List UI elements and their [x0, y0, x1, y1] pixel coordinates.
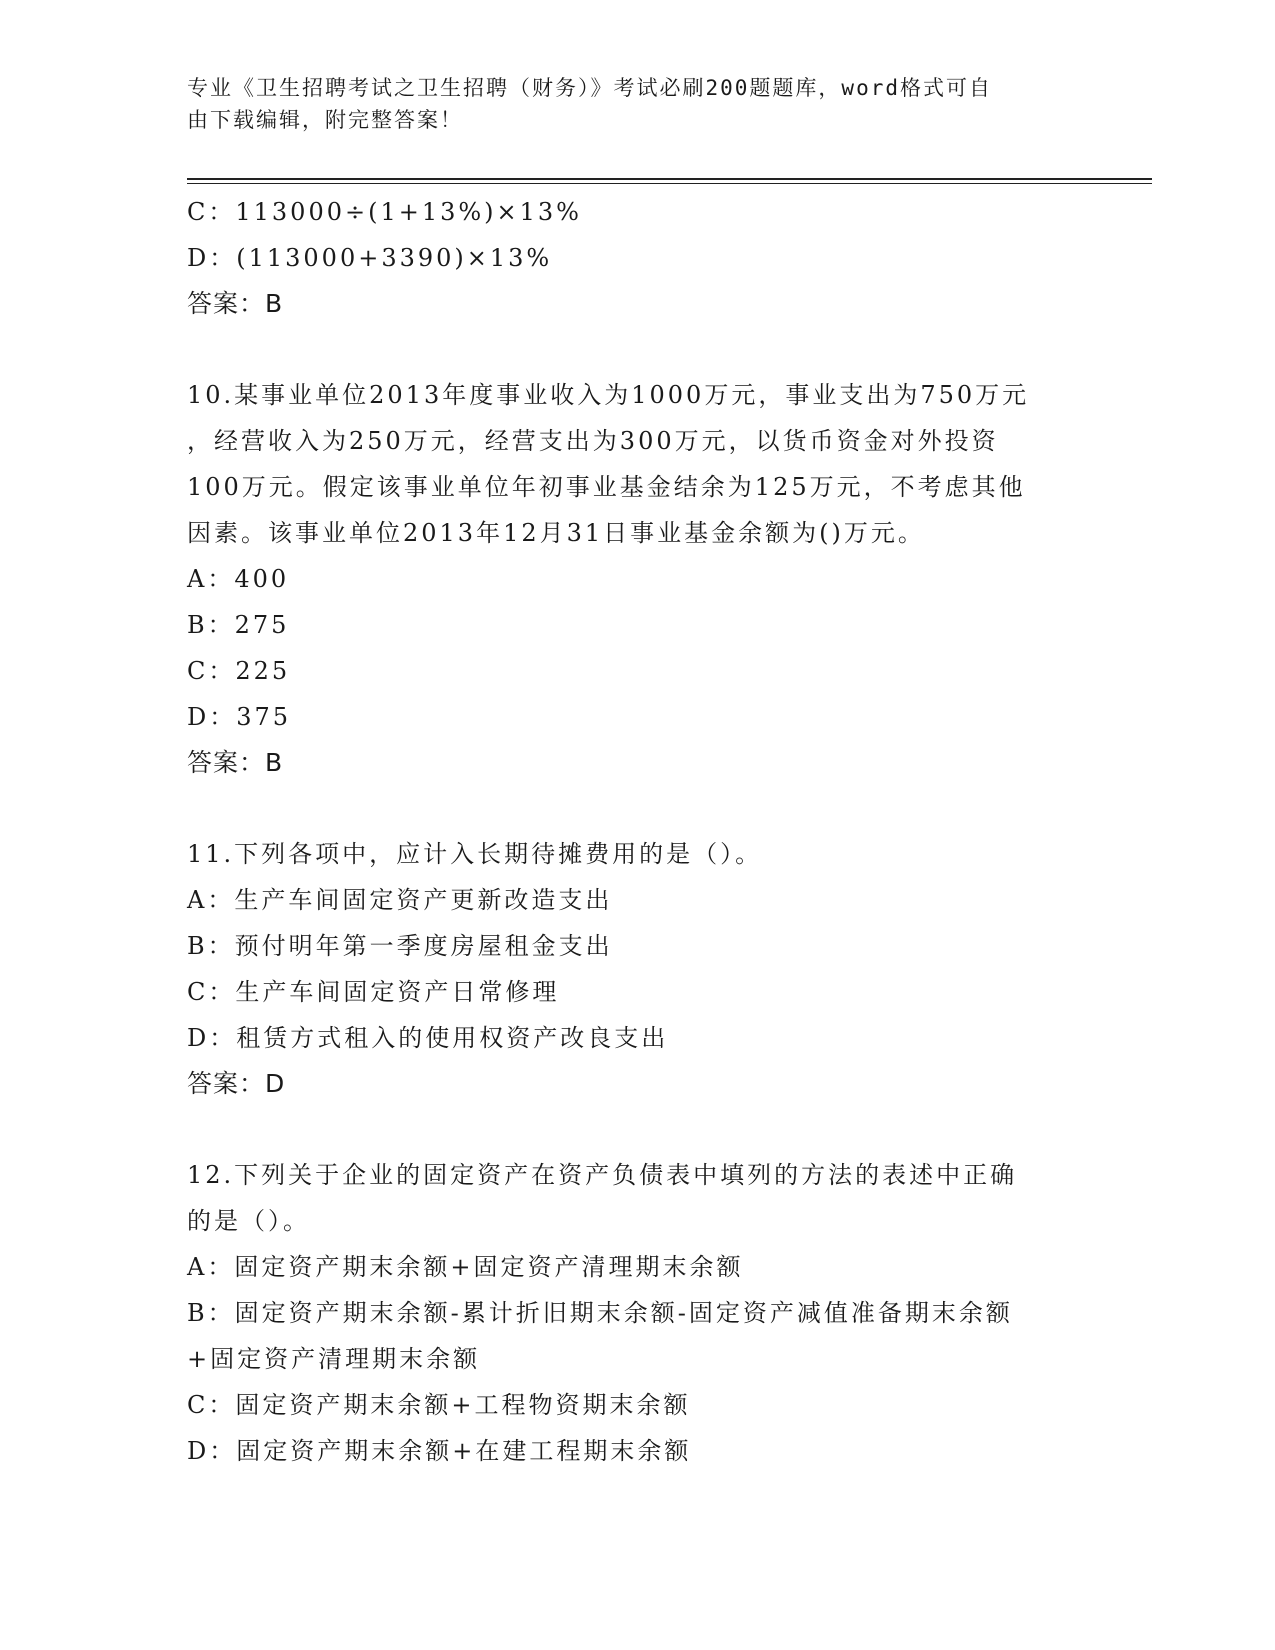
header-line-2: 由下载编辑，附完整答案！	[187, 108, 463, 132]
question-text-line: 100万元。假定该事业单位年初事业基金结余为125万元，不考虑其他	[187, 473, 1026, 501]
option-a: A：400	[187, 565, 290, 593]
option-d: D：375	[187, 703, 292, 731]
option-c: C：113000÷(1+13%)×13%	[187, 198, 582, 226]
answer-line: 答案：B	[187, 748, 284, 777]
option-a: A：固定资产期末余额+固定资产清理期末余额	[187, 1253, 744, 1281]
question-text-line: 因素。该事业单位2013年12月31日事业基金余额为()万元。	[187, 519, 925, 547]
answer-line: 答案：B	[187, 289, 284, 318]
option-a: A：生产车间固定资产更新改造支出	[187, 886, 613, 914]
option-b: B：预付明年第一季度房屋租金支出	[187, 932, 613, 960]
option-c: C：生产车间固定资产日常修理	[187, 978, 560, 1006]
spacer	[187, 786, 1087, 831]
header-divider-thin	[187, 183, 1152, 184]
header-line-1: 专业《卫生招聘考试之卫生招聘（财务）》考试必刷200题题库，word格式可自	[187, 76, 992, 100]
spacer	[187, 1107, 1087, 1152]
document-header	[187, 72, 1067, 136]
question-text-line: ，经营收入为250万元，经营支出为300万元，以货币资金对外投资	[187, 427, 999, 455]
option-b: B：固定资产期末余额-累计折旧期末余额-固定资产减值准备期末余额	[187, 1299, 1013, 1327]
option-d: D：固定资产期末余额+在建工程期末余额	[187, 1437, 692, 1465]
question-9	[187, 189, 1087, 327]
question-text-line: 的是（）。	[187, 1207, 310, 1235]
header-divider-thick	[187, 178, 1152, 180]
question-text-line: 11.下列各项中，应计入长期待摊费用的是（）。	[187, 840, 763, 868]
option-b: B：275	[187, 611, 290, 639]
option-d: D：(113000+3390)×13%	[187, 244, 553, 272]
question-10	[187, 372, 1087, 786]
option-c: C：固定资产期末余额+工程物资期末余额	[187, 1391, 691, 1419]
question-text-line: 12.下列关于企业的固定资产在资产负债表中填列的方法的表述中正确	[187, 1161, 1018, 1189]
option-b-continued: +固定资产清理期末余额	[187, 1345, 481, 1373]
question-12	[187, 1152, 1087, 1474]
spacer	[187, 327, 1087, 372]
question-11	[187, 831, 1087, 1107]
question-text-line: 10.某事业单位2013年度事业收入为1000万元，事业支出为750万元	[187, 381, 1030, 409]
document-body	[187, 189, 1087, 1474]
option-c: C：225	[187, 657, 291, 685]
answer-line: 答案：D	[187, 1069, 286, 1098]
option-d: D：租赁方式租入的使用权资产改良支出	[187, 1024, 669, 1052]
